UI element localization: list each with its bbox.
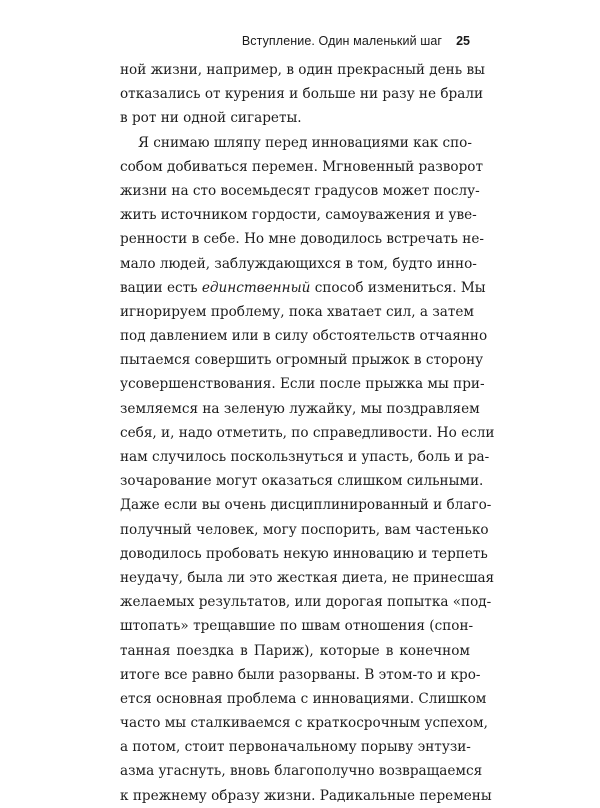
text-segment: способ измениться. Мы — [310, 279, 486, 296]
text-line — [120, 276, 486, 300]
text-line: ется основная проблема с инновациями. Слишком — [120, 690, 487, 707]
emphasized-word: единственный — [201, 279, 311, 296]
text-line: отказались от курения и больше ни разу не брали — [120, 86, 484, 103]
text-line: к прежнему образу жизни. Радикальные перемены — [120, 787, 492, 804]
text-line: танная поездка в Париж), которые в конечном — [120, 642, 470, 659]
text-line: усовершенствования. Если после прыжка мы при- — [120, 376, 485, 393]
running-header — [120, 34, 470, 48]
text-line: мало людей, заблуждающихся в том, будто инно- — [120, 255, 477, 272]
text-line: ренности в себе. Но мне доводилось встречать не- — [120, 231, 484, 248]
text-line: азма угаснуть, вновь благополучно возвращаемся — [120, 763, 483, 780]
text-line: штопать» трещавшие по швам отношения (спон- — [120, 618, 474, 635]
text-line: итоге все равно были разорваны. В этом-то и кро- — [120, 666, 481, 683]
text-line: жить источником гордости, самоуважения и уве- — [120, 207, 477, 224]
text-segment: вации есть — [120, 279, 202, 296]
text-line: желаемых результатов, или дорогая попытка «под- — [120, 594, 492, 611]
text-line: в рот ни одной сигареты. — [120, 110, 302, 127]
text-line: игнорируем проблему, пока хватает сил, а затем — [120, 303, 474, 320]
text-line: себя, и, надо отметить, по справедливости. Но если — [120, 424, 495, 441]
text-line: ной жизни, например, в один прекрасный день вы — [120, 62, 485, 78]
page-number: 25 — [456, 34, 470, 48]
text-line: получный человек, могу поспорить, вам частенько — [120, 521, 489, 538]
text-line: часто мы сталкиваемся с краткосрочным успехом, — [120, 715, 488, 732]
chapter-title: Вступление. Один маленький шаг — [241, 34, 443, 48]
text-line: нам случилось поскользнуться и упасть, боль и ра- — [120, 449, 490, 465]
text-line: неудачу, была ли это жесткая диета, не принесшая — [120, 569, 495, 586]
text-line: собом добиваться перемен. Мгновенный разворот — [120, 158, 483, 175]
body-text — [120, 58, 495, 808]
text-line: а потом, стоит первоначальному порыву энтузи- — [120, 739, 471, 756]
text-line: зочарование могут оказаться слишком сильными. — [120, 473, 484, 490]
text-line: пытаемся совершить огромный прыжок в сторону — [120, 352, 484, 369]
text-line: земляемся на зеленую лужайку, мы поздравляем — [120, 400, 480, 417]
text-line: жизни на сто восемьдесят градусов может послу- — [120, 182, 480, 199]
text-line: под давлением или в силу обстоятельств отчаянно — [120, 328, 488, 345]
text-line: Даже если вы очень дисциплинированный и благо- — [120, 497, 492, 514]
text-line: Я снимаю шляпу перед инновациями как спо- — [138, 134, 472, 151]
text-line: доводилось пробовать некую инновацию и терпеть — [120, 545, 488, 562]
